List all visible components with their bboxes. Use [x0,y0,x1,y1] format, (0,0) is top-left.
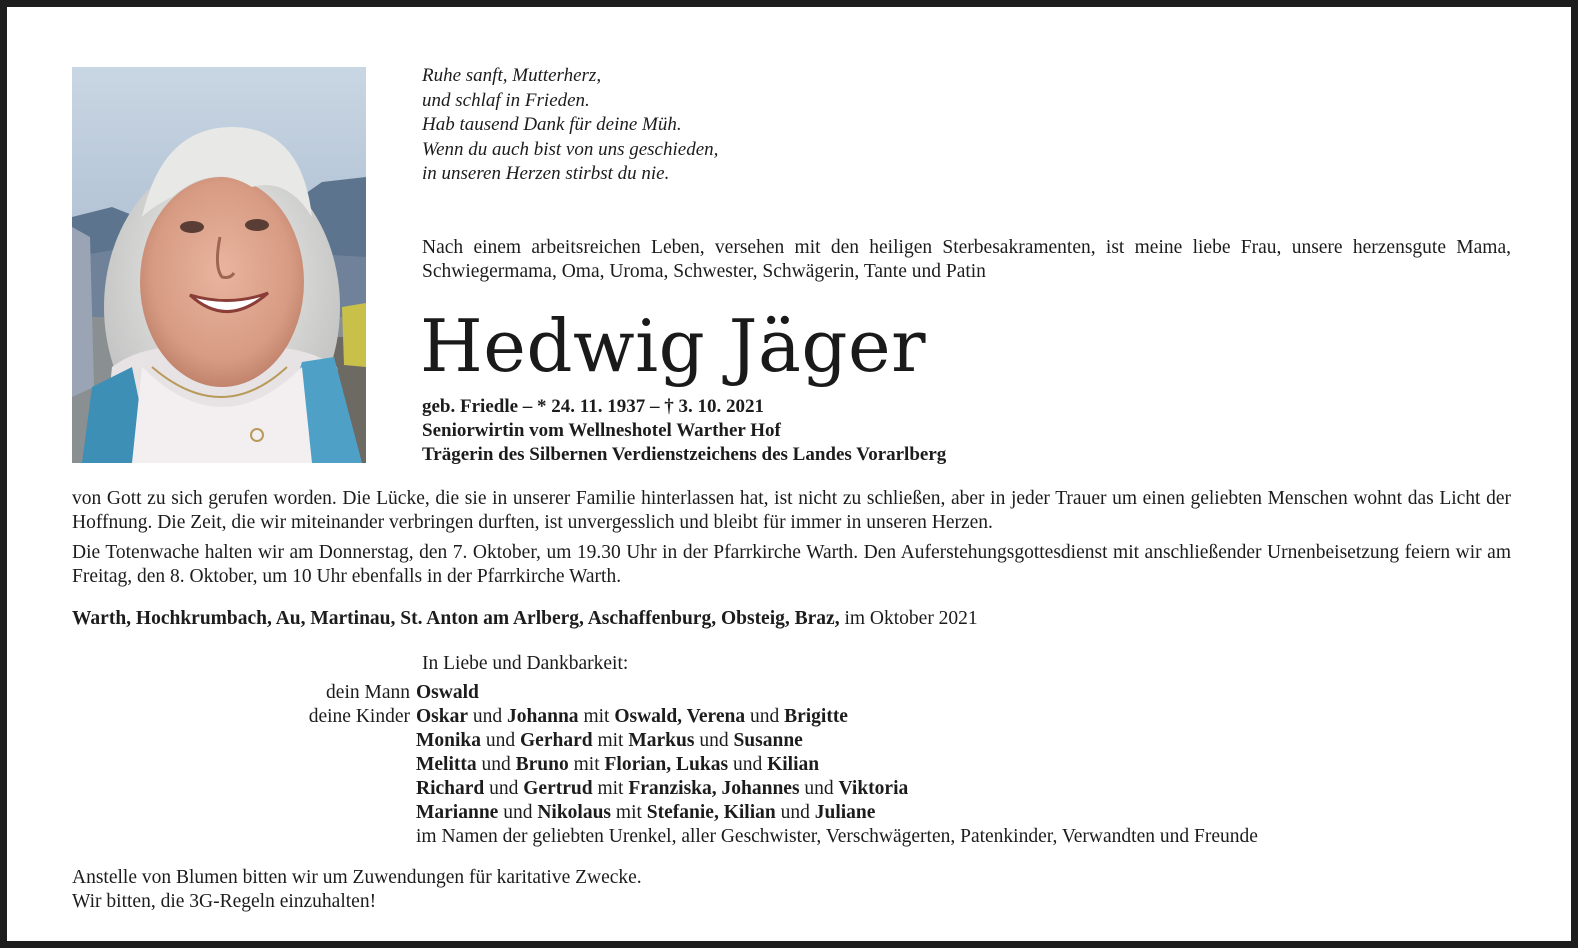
grandchildren: Stefanie, Kilian [646,802,776,823]
covid-rules-note: Wir bitten, die 3G-Regeln einzuhalten! [72,891,377,912]
grandchildren: Markus [628,730,695,751]
grandchildren: Franziska, Johannes [628,778,800,799]
husband-name: Oswald [416,682,479,703]
children-row [207,705,1258,729]
conj: und [799,778,839,799]
conj: und [745,706,785,727]
poem-line: Hab tausend Dank für deine Müh. [422,114,682,135]
conj: und [694,730,734,751]
spouse-name: Johanna [507,706,579,727]
conj: und [484,778,524,799]
occupation: Seniorwirtin vom Wellneshotel Warther Hof [422,420,781,441]
children-row [207,753,1258,777]
places-date [72,607,978,631]
grandchildren: Florian, Lukas [604,754,729,775]
intro-text: Nach einem arbeitsreichen Leben, versehen mit den heiligen Sterbesakramenten, ist meine liebe Frau, unsere herzensgute Mama, Schwiegermama, Oma, Uroma, Schwester, Schwägerin, Tante und Patin [422,237,1511,282]
deceased-name: Hedwig Jäger [420,304,927,388]
poem-line: in unseren Herzen stirbst du nie. [422,163,670,184]
conj: mit [592,730,629,751]
conj: und [728,754,768,775]
poem-line: Wenn du auch bist von uns geschieden, [422,138,719,160]
children-row [207,801,1258,825]
conj: und [775,802,815,823]
grandchild: Brigitte [784,706,848,727]
child-name: Melitta [416,754,477,775]
memorial-poem [422,64,718,187]
donation-request: Anstelle von Blumen bitten wir um Zuwendungen für karitative Zwecke. [72,867,642,888]
conj: und [498,802,538,823]
paragraph-eulogy: von Gott zu sich gerufen worden. Die Lücke, die sie in unserer Familie hinterlassen hat, ist nicht zu schließen, aber in jeder Trauer um einen geliebten Menschen wohnt das Licht der Hoffnung. Die Zeit, die wir miteinander verbringen durften, ist unvergesslich und bleibt für immer in unseren Herzen. [72,488,1511,533]
children-row [207,729,1258,753]
spouse-name: Nikolaus [537,802,612,823]
child-name: Marianne [416,802,499,823]
notice-date: im Oktober 2021 [839,608,978,629]
poem-line: Ruhe sanft, Mutterherz, [422,65,602,86]
portrait-photo [72,67,366,463]
poem-line: und schlaf in Frieden. [422,89,590,111]
thanks-line: In Liebe und Dankbarkeit: [422,653,629,674]
honor: Trägerin des Silbernen Verdienstzeichens des Landes Vorarlberg [422,444,947,465]
child-name: Monika [416,730,482,751]
spouse-name: Bruno [515,754,569,775]
grandchild: Viktoria [838,778,909,799]
others-text: im Namen der geliebten Urenkel, aller Geschwister, Verschwägerten, Patenkinder, Verwandten und Freunde [416,826,1258,847]
deceased-details [422,395,946,467]
husband-row [207,681,1258,705]
body-text [72,487,1511,595]
conj: und [468,706,508,727]
children-row [207,777,1258,801]
others-row [207,825,1258,849]
mourners-list [207,681,1258,849]
spouse-name: Gertrud [523,778,593,799]
conj: mit [611,802,647,823]
grandchild: Juliane [814,802,876,823]
conj: und [481,730,521,751]
conj: mit [568,754,605,775]
footer-notes [72,866,642,914]
grandchildren: Oswald, Verena [614,706,746,727]
husband-label: dein Mann [326,682,410,703]
life-dates: geb. Friedle – * 24. 11. 1937 – † 3. 10. 2021 [422,396,764,417]
places-list: Warth, Hochkrumbach, Au, Martinau, St. Anton am Arlberg, Aschaffenburg, Obsteig, Braz, [72,608,840,629]
paragraph-funeral-info: Die Totenwache halten wir am Donnerstag, den 7. Oktober, um 19.30 Uhr in der Pfarrkirche Warth. Den Auferstehungsgottesdienst mit anschließender Urnenbeisetzung feiern wir am Freitag, den 8. Oktober, um 10 Uhr ebenfalls in der Pfarrkirche Warth. [72,542,1511,587]
conj: mit [592,778,629,799]
child-name: Richard [416,778,485,799]
child-name: Oskar [416,706,469,727]
children-label: deine Kinder [308,706,410,727]
grandchild: Susanne [733,730,803,751]
spouse-name: Gerhard [520,730,593,751]
conj: mit [578,706,615,727]
grandchild: Kilian [767,754,820,775]
conj: und [476,754,516,775]
